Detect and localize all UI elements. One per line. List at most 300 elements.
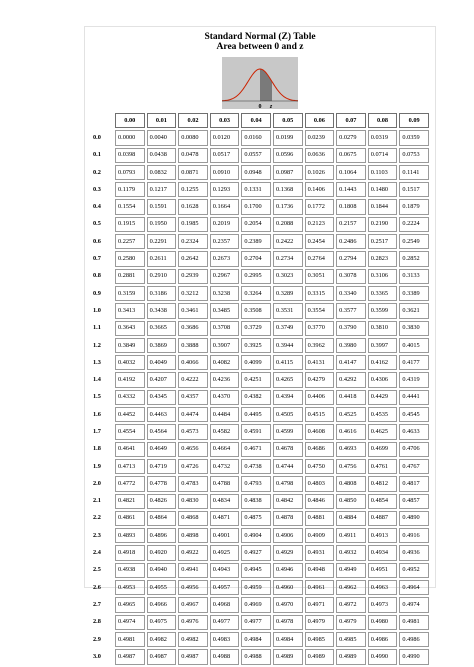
table-cell: 0.3186 <box>147 286 177 301</box>
table-cell: 0.4989 <box>273 649 303 664</box>
table-cell: 0.4147 <box>336 355 366 370</box>
table-cell: 0.4738 <box>241 459 271 474</box>
table-cell: 0.4976 <box>178 615 208 630</box>
table-cell: 0.4975 <box>147 615 177 630</box>
table-cell: 0.4864 <box>147 511 177 526</box>
table-row <box>91 390 429 405</box>
table-cell: 0.4772 <box>115 476 145 491</box>
table-cell: 0.4922 <box>178 545 208 560</box>
table-cell: 0.2549 <box>399 234 429 249</box>
table-cell: 0.3485 <box>210 303 240 318</box>
table-cell: 0.4394 <box>273 390 303 405</box>
table-cell: 0.4925 <box>210 545 240 560</box>
column-header: 0.04 <box>241 113 271 128</box>
table-cell: 0.4418 <box>336 390 366 405</box>
table-cell: 0.4803 <box>305 476 335 491</box>
table-cell: 0.3810 <box>368 321 398 336</box>
row-header-z: 1.8 <box>93 445 101 453</box>
table-cell: 0.4783 <box>178 476 208 491</box>
row-header-z: 1.9 <box>93 462 101 470</box>
table-cell: 0.4686 <box>305 442 335 457</box>
table-row <box>91 511 429 526</box>
table-cell: 0.0596 <box>273 148 303 163</box>
table-cell: 0.2881 <box>115 269 145 284</box>
table-cell: 0.4582 <box>210 424 240 439</box>
table-cell: 0.3790 <box>336 321 366 336</box>
table-cell: 0.4693 <box>336 442 366 457</box>
table-cell: 0.4382 <box>241 390 271 405</box>
normal-curve-figure <box>222 57 298 117</box>
table-cell: 0.4968 <box>210 597 240 612</box>
table-cell: 0.0040 <box>147 130 177 145</box>
table-cell: 0.4821 <box>115 494 145 509</box>
table-cell: 0.4719 <box>147 459 177 474</box>
table-cell: 0.1915 <box>115 217 145 232</box>
table-row <box>91 494 429 509</box>
table-cell: 0.4965 <box>115 597 145 612</box>
table-cell: 0.4979 <box>336 615 366 630</box>
row-header-z: 0.0 <box>93 133 101 141</box>
table-cell: 0.1554 <box>115 199 145 214</box>
table-cell: 0.2357 <box>210 234 240 249</box>
table-cell: 0.4761 <box>368 459 398 474</box>
table-row <box>91 580 429 595</box>
table-row <box>91 442 429 457</box>
table-cell: 0.4495 <box>241 407 271 422</box>
table-cell: 0.4986 <box>399 632 429 647</box>
table-cell: 0.4984 <box>241 632 271 647</box>
row-header-z: 1.7 <box>93 427 101 435</box>
table-cell: 0.4778 <box>147 476 177 491</box>
table-cell: 0.0000 <box>115 130 145 145</box>
table-cell: 0.4977 <box>210 615 240 630</box>
table-cell: 0.4967 <box>178 597 208 612</box>
table-cell: 0.2019 <box>210 217 240 232</box>
table-cell: 0.4990 <box>368 649 398 664</box>
table-cell: 0.4972 <box>336 597 366 612</box>
table-cell: 0.4713 <box>115 459 145 474</box>
table-cell: 0.4756 <box>336 459 366 474</box>
table-cell: 0.4959 <box>241 580 271 595</box>
row-header-z: 1.4 <box>93 376 101 384</box>
table-cell: 0.0120 <box>210 130 240 145</box>
table-cell: 0.3729 <box>241 321 271 336</box>
table-cell: 0.4857 <box>399 494 429 509</box>
table-cell: 0.4131 <box>305 355 335 370</box>
table-cell: 0.4826 <box>147 494 177 509</box>
table-cell: 0.4988 <box>241 649 271 664</box>
column-header: 0.09 <box>399 113 429 128</box>
table-cell: 0.2257 <box>115 234 145 249</box>
table-cell: 0.3830 <box>399 321 429 336</box>
table-cell: 0.4898 <box>178 528 208 543</box>
table-row <box>91 286 429 301</box>
table-cell: 0.2517 <box>368 234 398 249</box>
table-cell: 0.4177 <box>399 355 429 370</box>
table-cell: 0.2734 <box>273 251 303 266</box>
table-cell: 0.4989 <box>305 649 335 664</box>
table-cell: 0.4901 <box>210 528 240 543</box>
table-cell: 0.0199 <box>273 130 303 145</box>
table-cell: 0.4961 <box>305 580 335 595</box>
table-cell: 0.1628 <box>178 199 208 214</box>
table-cell: 0.4987 <box>147 649 177 664</box>
table-cell: 0.3888 <box>178 338 208 353</box>
row-header-z: 3.0 <box>93 652 101 660</box>
table-cell: 0.1064 <box>336 165 366 180</box>
table-cell: 0.4066 <box>178 355 208 370</box>
table-cell: 0.4357 <box>178 390 208 405</box>
table-cell: 0.2422 <box>273 234 303 249</box>
table-cell: 0.2642 <box>178 251 208 266</box>
table-cell: 0.4938 <box>115 563 145 578</box>
column-header: 0.02 <box>178 113 208 128</box>
table-cell: 0.3051 <box>305 269 335 284</box>
table-cell: 0.1443 <box>336 182 366 197</box>
table-row <box>91 528 429 543</box>
table-cell: 0.4474 <box>178 407 208 422</box>
column-header: 0.07 <box>336 113 366 128</box>
table-cell: 0.4641 <box>115 442 145 457</box>
table-cell: 0.4881 <box>305 511 335 526</box>
table-cell: 0.4732 <box>210 459 240 474</box>
table-row <box>91 303 429 318</box>
table-row <box>91 476 429 491</box>
table-row <box>91 130 429 145</box>
table-cell: 0.4744 <box>273 459 303 474</box>
table-row <box>91 372 429 387</box>
row-header-z: 2.2 <box>93 514 101 522</box>
table-cell: 0.4846 <box>305 494 335 509</box>
table-cell: 0.0279 <box>336 130 366 145</box>
table-cell: 0.3413 <box>115 303 145 318</box>
table-cell: 0.1591 <box>147 199 177 214</box>
table-cell: 0.2823 <box>368 251 398 266</box>
table-cell: 0.1179 <box>115 182 145 197</box>
table-cell: 0.4984 <box>273 632 303 647</box>
table-cell: 0.3686 <box>178 321 208 336</box>
document-page <box>84 26 436 660</box>
table-cell: 0.4798 <box>273 476 303 491</box>
table-cell: 0.4463 <box>147 407 177 422</box>
table-cell: 0.0438 <box>147 148 177 163</box>
table-cell: 0.1026 <box>305 165 335 180</box>
table-row <box>91 251 429 266</box>
table-cell: 0.4955 <box>147 580 177 595</box>
table-cell: 0.4861 <box>115 511 145 526</box>
table-cell: 0.2324 <box>178 234 208 249</box>
table-cell: 0.0948 <box>241 165 271 180</box>
table-cell: 0.3997 <box>368 338 398 353</box>
table-cell: 0.2157 <box>336 217 366 232</box>
table-cell: 0.2291 <box>147 234 177 249</box>
table-cell: 0.4875 <box>241 511 271 526</box>
table-cell: 0.3925 <box>241 338 271 353</box>
table-cell: 0.4971 <box>305 597 335 612</box>
table-cell: 0.1368 <box>273 182 303 197</box>
table-cell: 0.4452 <box>115 407 145 422</box>
table-cell: 0.4484 <box>210 407 240 422</box>
row-header-z: 1.6 <box>93 410 101 418</box>
table-cell: 0.4015 <box>399 338 429 353</box>
table-cell: 0.4953 <box>115 580 145 595</box>
table-cell: 0.4049 <box>147 355 177 370</box>
table-cell: 0.3365 <box>368 286 398 301</box>
table-cell: 0.4429 <box>368 390 398 405</box>
table-cell: 0.2123 <box>305 217 335 232</box>
column-header: 0.01 <box>147 113 177 128</box>
table-cell: 0.1736 <box>273 199 303 214</box>
column-header: 0.03 <box>210 113 240 128</box>
table-cell: 0.0832 <box>147 165 177 180</box>
table-row <box>91 217 429 232</box>
table-cell: 0.0359 <box>399 130 429 145</box>
table-cell: 0.2704 <box>241 251 271 266</box>
table-cell: 0.4625 <box>368 424 398 439</box>
table-cell: 0.3531 <box>273 303 303 318</box>
column-header: 0.06 <box>305 113 335 128</box>
table-cell: 0.4699 <box>368 442 398 457</box>
table-row <box>91 459 429 474</box>
table-cell: 0.2995 <box>241 269 271 284</box>
table-cell: 0.4345 <box>147 390 177 405</box>
table-cell: 0.1700 <box>241 199 271 214</box>
table-cell: 0.2486 <box>336 234 366 249</box>
table-cell: 0.4916 <box>399 528 429 543</box>
table-cell: 0.4515 <box>305 407 335 422</box>
table-cell: 0.0478 <box>178 148 208 163</box>
table-cell: 0.4980 <box>368 615 398 630</box>
table-cell: 0.4032 <box>115 355 145 370</box>
table-cell: 0.4931 <box>305 545 335 560</box>
table-cell: 0.4525 <box>336 407 366 422</box>
table-cell: 0.1217 <box>147 182 177 197</box>
table-cell: 0.3944 <box>273 338 303 353</box>
table-cell: 0.4834 <box>210 494 240 509</box>
table-cell: 0.4918 <box>115 545 145 560</box>
table-cell: 0.3212 <box>178 286 208 301</box>
table-cell: 0.4913 <box>368 528 398 543</box>
table-cell: 0.3389 <box>399 286 429 301</box>
row-header-z: 2.1 <box>93 497 101 505</box>
table-cell: 0.3665 <box>147 321 177 336</box>
table-cell: 0.3315 <box>305 286 335 301</box>
table-cell: 0.0517 <box>210 148 240 163</box>
zero-label: 0 <box>258 104 262 110</box>
table-cell: 0.1950 <box>147 217 177 232</box>
table-cell: 0.2794 <box>336 251 366 266</box>
row-header-z: 2.5 <box>93 566 101 574</box>
table-cell: 0.4988 <box>210 649 240 664</box>
corner-cell <box>91 113 113 128</box>
table-cell: 0.3461 <box>178 303 208 318</box>
row-header-z: 0.4 <box>93 203 101 211</box>
table-cell: 0.4812 <box>368 476 398 491</box>
table-cell: 0.4977 <box>241 615 271 630</box>
table-cell: 0.4878 <box>273 511 303 526</box>
table-cell: 0.2967 <box>210 269 240 284</box>
table-row <box>91 321 429 336</box>
table-cell: 0.3289 <box>273 286 303 301</box>
table-cell: 0.3133 <box>399 269 429 284</box>
table-cell: 0.4545 <box>399 407 429 422</box>
table-cell: 0.4767 <box>399 459 429 474</box>
column-header: 0.08 <box>368 113 398 128</box>
row-header-z: 0.9 <box>93 289 101 297</box>
table-cell: 0.4793 <box>241 476 271 491</box>
table-cell: 0.4292 <box>336 372 366 387</box>
table-cell: 0.2224 <box>399 217 429 232</box>
table-cell: 0.2611 <box>147 251 177 266</box>
table-cell: 0.4987 <box>115 649 145 664</box>
row-header-z: 2.7 <box>93 600 101 608</box>
table-cell: 0.4982 <box>147 632 177 647</box>
table-cell: 0.4909 <box>305 528 335 543</box>
row-header-z: 0.3 <box>93 185 101 193</box>
table-cell: 0.2088 <box>273 217 303 232</box>
normal-curve-svg <box>222 57 298 117</box>
table-cell: 0.4306 <box>368 372 398 387</box>
table-cell: 0.2764 <box>305 251 335 266</box>
table-cell: 0.4406 <box>305 390 335 405</box>
table-cell: 0.4082 <box>210 355 240 370</box>
row-header-z: 0.8 <box>93 272 101 280</box>
row-header-z: 1.5 <box>93 393 101 401</box>
table-cell: 0.4319 <box>399 372 429 387</box>
table-cell: 0.4974 <box>399 597 429 612</box>
row-header-z: 1.3 <box>93 358 101 366</box>
table-cell: 0.4573 <box>178 424 208 439</box>
table-cell: 0.0793 <box>115 165 145 180</box>
table-cell: 0.1517 <box>399 182 429 197</box>
table-cell: 0.4951 <box>368 563 398 578</box>
table-row <box>91 148 429 163</box>
row-header-z: 2.9 <box>93 635 101 643</box>
table-cell: 0.3621 <box>399 303 429 318</box>
table-cell: 0.4911 <box>336 528 366 543</box>
table-cell: 0.3238 <box>210 286 240 301</box>
table-cell: 0.3980 <box>336 338 366 353</box>
table-cell: 0.1480 <box>368 182 398 197</box>
table-row <box>91 407 429 422</box>
table-row <box>91 597 429 612</box>
table-cell: 0.4616 <box>336 424 366 439</box>
row-header-z: 2.0 <box>93 479 101 487</box>
table-cell: 0.3643 <box>115 321 145 336</box>
table-cell: 0.2852 <box>399 251 429 266</box>
table-cell: 0.4726 <box>178 459 208 474</box>
table-cell: 0.4964 <box>399 580 429 595</box>
table-cell: 0.4987 <box>178 649 208 664</box>
table-cell: 0.0636 <box>305 148 335 163</box>
table-cell: 0.2054 <box>241 217 271 232</box>
table-row <box>91 234 429 249</box>
table-cell: 0.3869 <box>147 338 177 353</box>
table-cell: 0.3599 <box>368 303 398 318</box>
table-row <box>91 269 429 284</box>
table-row <box>91 338 429 353</box>
table-cell: 0.3438 <box>147 303 177 318</box>
table-cell: 0.0675 <box>336 148 366 163</box>
table-cell: 0.4554 <box>115 424 145 439</box>
table-cell: 0.0714 <box>368 148 398 163</box>
table-cell: 0.4906 <box>273 528 303 543</box>
table-row <box>91 182 429 197</box>
table-cell: 0.0080 <box>178 130 208 145</box>
table-cell: 0.4817 <box>399 476 429 491</box>
table-cell: 0.1772 <box>305 199 335 214</box>
table-cell: 0.4982 <box>178 632 208 647</box>
page-subtitle: Area between 0 and z <box>216 42 304 52</box>
table-cell: 0.4890 <box>399 511 429 526</box>
table-row <box>91 424 429 439</box>
row-header-z: 2.8 <box>93 618 101 626</box>
table-cell: 0.4981 <box>399 615 429 630</box>
table-cell: 0.4656 <box>178 442 208 457</box>
table-cell: 0.4633 <box>399 424 429 439</box>
table-cell: 0.4207 <box>147 372 177 387</box>
table-cell: 0.0398 <box>115 148 145 163</box>
table-cell: 0.4441 <box>399 390 429 405</box>
table-cell: 0.4706 <box>399 442 429 457</box>
row-header-z: 2.6 <box>93 583 101 591</box>
table-cell: 0.4868 <box>178 511 208 526</box>
table-cell: 0.4162 <box>368 355 398 370</box>
table-cell: 0.4750 <box>305 459 335 474</box>
table-cell: 0.4945 <box>241 563 271 578</box>
table-cell: 0.4973 <box>368 597 398 612</box>
table-cell: 0.1103 <box>368 165 398 180</box>
table-cell: 0.0557 <box>241 148 271 163</box>
table-cell: 0.0987 <box>273 165 303 180</box>
table-cell: 0.3907 <box>210 338 240 353</box>
table-cell: 0.3708 <box>210 321 240 336</box>
table-cell: 0.2910 <box>147 269 177 284</box>
column-header: 0.00 <box>115 113 145 128</box>
table-cell: 0.1879 <box>399 199 429 214</box>
table-row <box>91 632 429 647</box>
table-cell: 0.4920 <box>147 545 177 560</box>
table-row <box>91 615 429 630</box>
table-cell: 0.4896 <box>147 528 177 543</box>
table-cell: 0.3749 <box>273 321 303 336</box>
table-cell: 0.3508 <box>241 303 271 318</box>
table-cell: 0.2389 <box>241 234 271 249</box>
table-cell: 0.1406 <box>305 182 335 197</box>
table-row <box>91 545 429 560</box>
table-cell: 0.4608 <box>305 424 335 439</box>
table-cell: 0.4842 <box>273 494 303 509</box>
row-header-z: 0.1 <box>93 151 101 159</box>
table-cell: 0.4948 <box>305 563 335 578</box>
row-header-z: 0.6 <box>93 237 101 245</box>
table-cell: 0.4943 <box>210 563 240 578</box>
table-cell: 0.4830 <box>178 494 208 509</box>
table-cell: 0.4236 <box>210 372 240 387</box>
table-cell: 0.4978 <box>273 615 303 630</box>
table-cell: 0.2580 <box>115 251 145 266</box>
table-cell: 0.3962 <box>305 338 335 353</box>
table-cell: 0.2454 <box>305 234 335 249</box>
table-cell: 0.4884 <box>336 511 366 526</box>
z-table-body <box>91 130 429 664</box>
table-cell: 0.4970 <box>273 597 303 612</box>
table-cell: 0.0160 <box>241 130 271 145</box>
row-header-z: 0.7 <box>93 255 101 263</box>
table-cell: 0.1844 <box>368 199 398 214</box>
table-row <box>91 199 429 214</box>
table-cell: 0.4985 <box>305 632 335 647</box>
